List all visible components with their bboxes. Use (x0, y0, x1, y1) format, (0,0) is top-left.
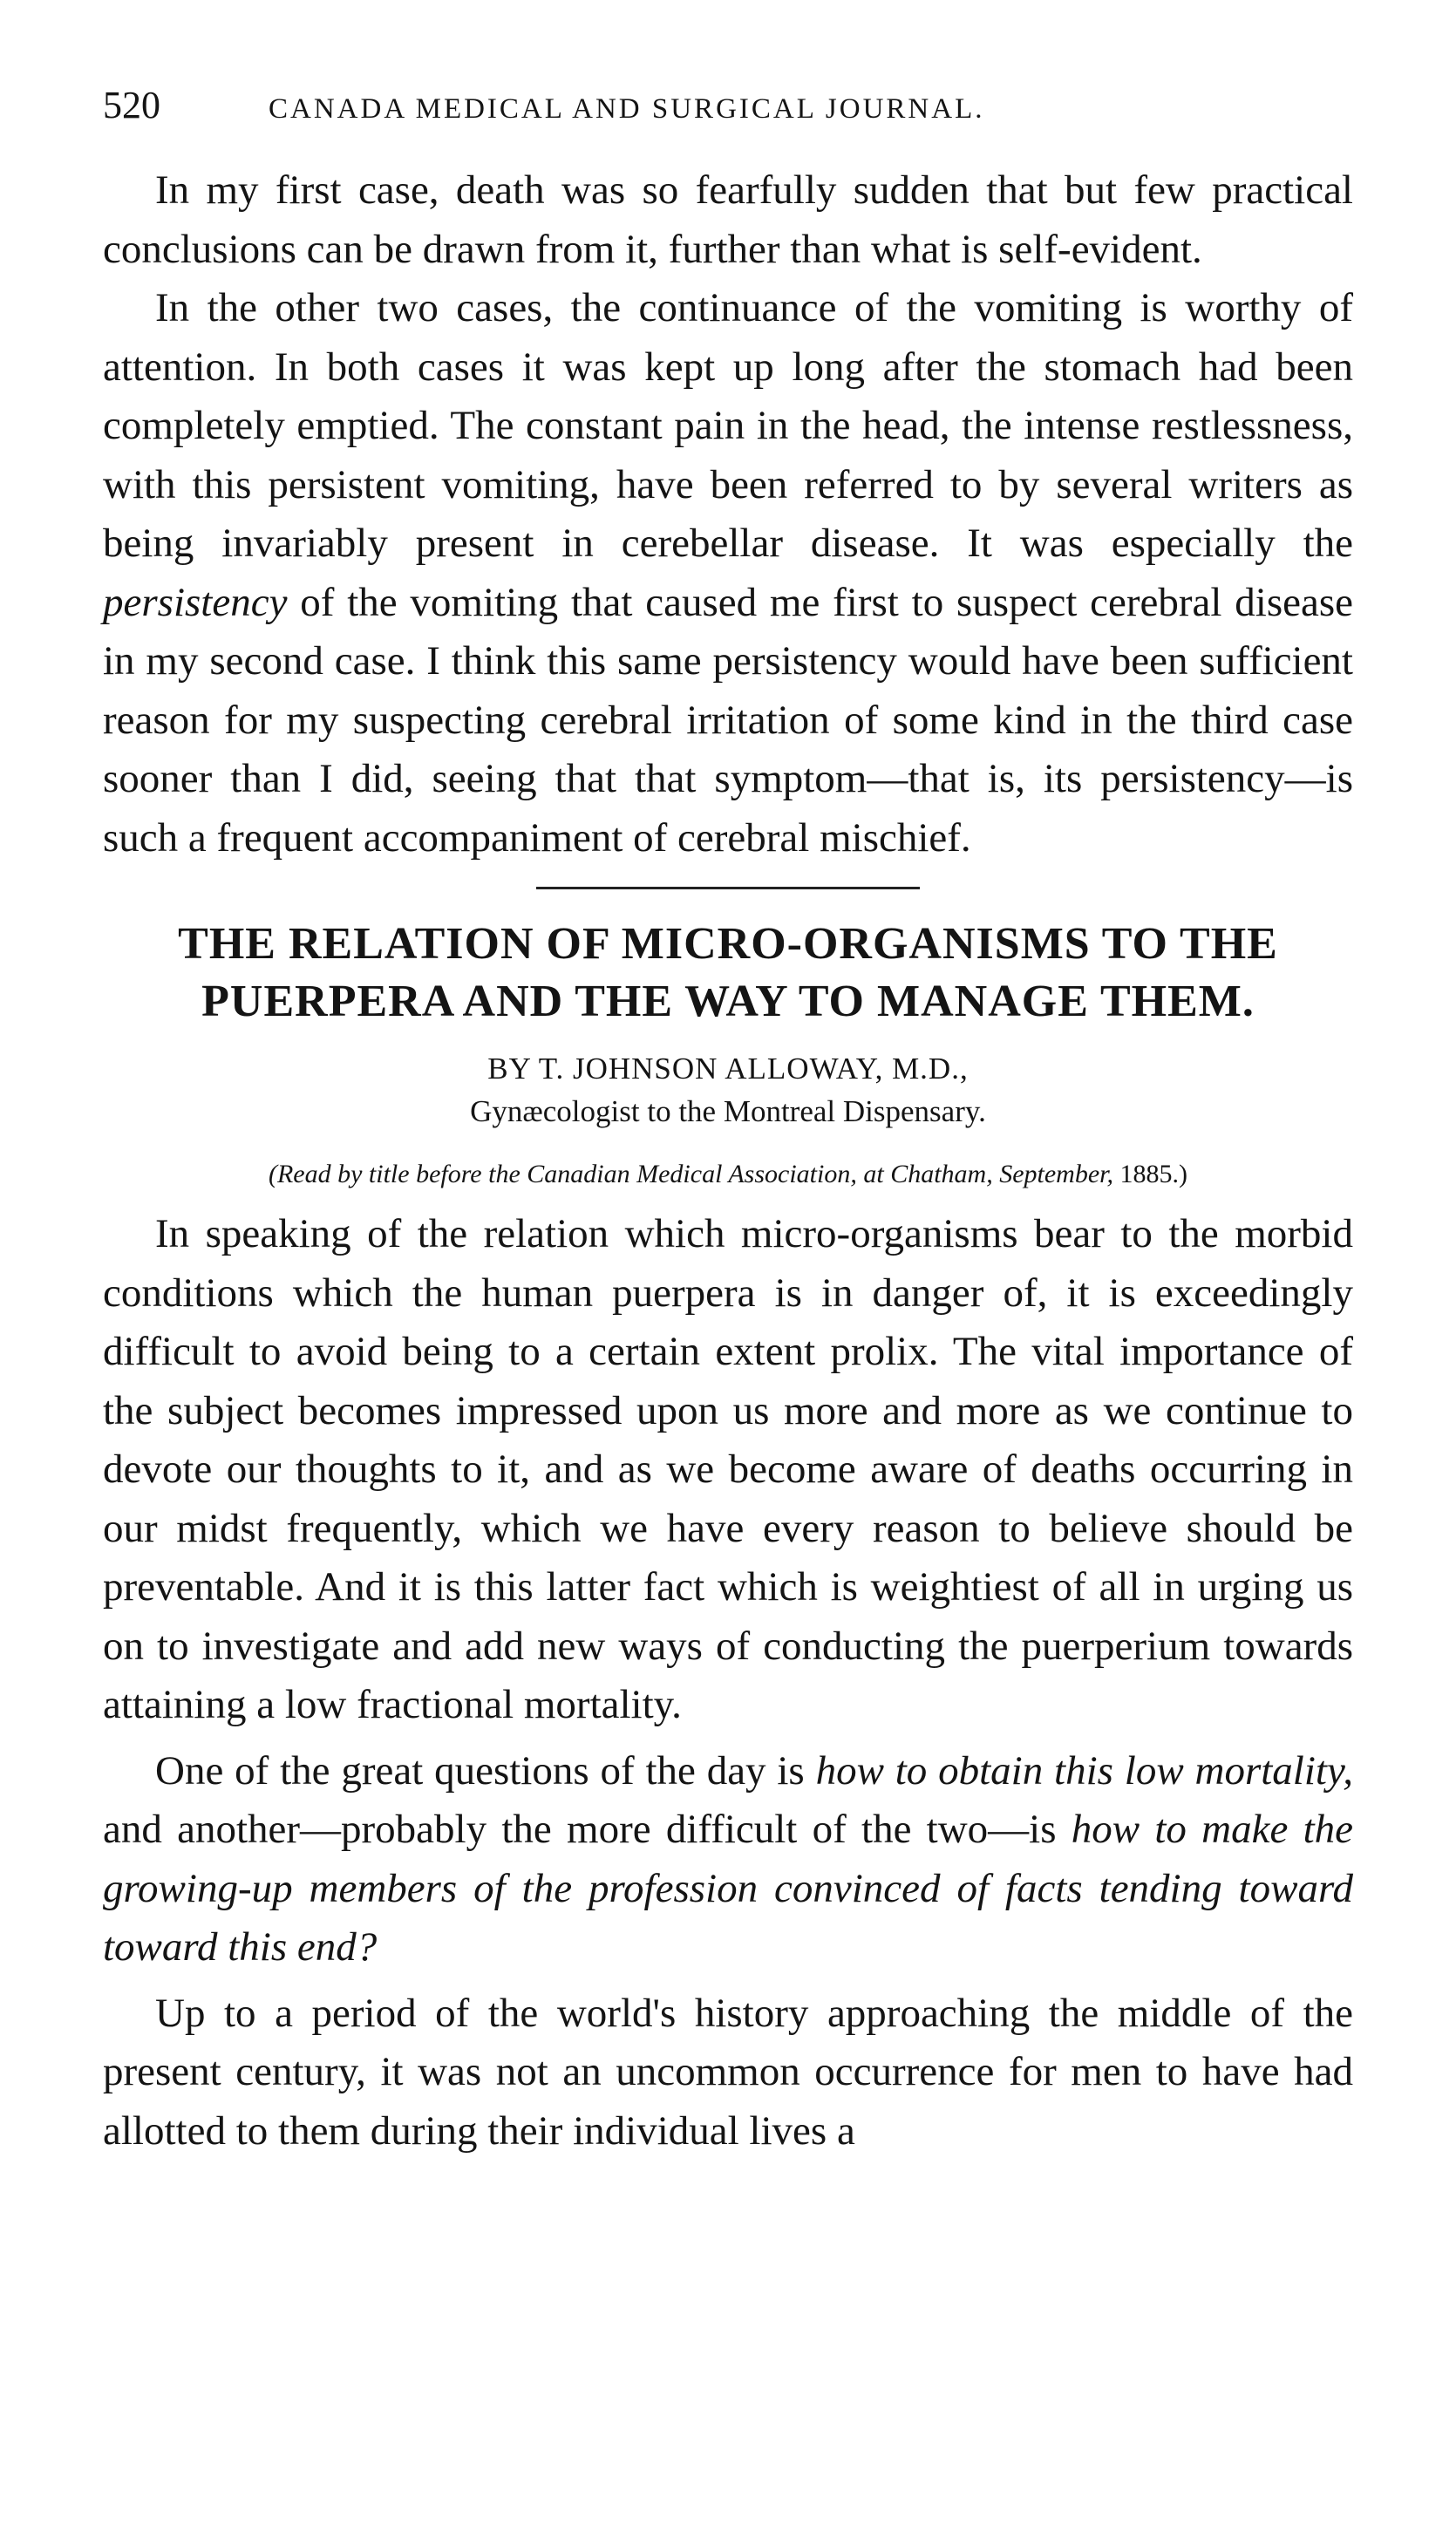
read-note-year: 1885.) (1119, 1160, 1187, 1188)
read-note (103, 1153, 1353, 1196)
page-number: 520 (103, 84, 160, 126)
journal-title: CANADA MEDICAL AND SURGICAL JOURNAL. (269, 93, 985, 125)
author-affiliation: Gynæcologist to the Montreal Dispensary. (470, 1094, 986, 1128)
paragraph: In speaking of the relation which micro-organisms bear to the morbid conditions which the human puerpera is in danger of, it is exceedingly difficult to avoid being to a certain extent prolix. The vital importance of the subject becomes impressed upon us more and more as we continue to devote our thoughts to it, and as we become aware of deaths occurring in our midst frequently, which we have every reason to believe should be preventable. And it is this latter fact which is weightiest of all in urging us on to investigate and add new ways of conducting the puerperium towards attaining a low fractional mortality. (103, 1211, 1353, 1727)
read-note-text: (Read by title before the Canadian Medical Association, at Chatham, September, (268, 1160, 1113, 1188)
emphasis-text: how to make the growing-up members of the profession convinced of facts tending toward toward this end? (103, 1807, 1353, 1970)
paragraph: In my first case, death was so fearfully sudden that but few practical conclusions can be drawn from it, further than what is self-evident. (103, 167, 1353, 272)
author-byline: BY T. JOHNSON ALLOWAY, M.D., (487, 1052, 969, 1086)
article-body (103, 1205, 1353, 2161)
paragraph: Up to a period of the world's history approaching the middle of the present century, it was not an uncommon occurrence for men to have had allotted to them during their individual lives a (103, 1990, 1353, 2154)
journal-page (103, 83, 1353, 2161)
section-divider (536, 887, 920, 889)
paragraph-text: and another—probably the more difficult of the two—is (103, 1807, 1057, 1852)
paragraph-text: One of the great questions of the day is (155, 1747, 805, 1794)
paragraph (103, 279, 1353, 868)
paragraph-text: of the vomiting that caused me first to suspect cerebral disease in my second case. I think this same persistency would have been sufficient reason for my suspecting cerebral irritation of some kind in the third case sooner than I did, seeing that that symptom—that is, its persistency—is such a frequent accompaniment of cerebral mischief. (103, 579, 1354, 861)
emphasis-text: persistency (103, 579, 288, 625)
running-head (103, 83, 1353, 132)
paragraph (103, 1742, 1353, 1978)
paragraph-text: In the other two cases, the continuance of the vomiting is worthy of attention. In both cases it was kept up long after the stomach had been completely emptied. The constant pain in the head, the intense restlessness, with this persistent vomiting, have been referred to by several writers as being invariably present in cerebellar disease. It was especially the (103, 285, 1353, 566)
previous-article-conclusion (103, 161, 1353, 868)
emphasis-text: how to obtain this low mortality, (815, 1747, 1353, 1794)
article-title: THE RELATION OF MICRO-ORGANISMS TO THE PUERPERA AND THE WAY TO MANAGE THEM. (178, 919, 1278, 1026)
